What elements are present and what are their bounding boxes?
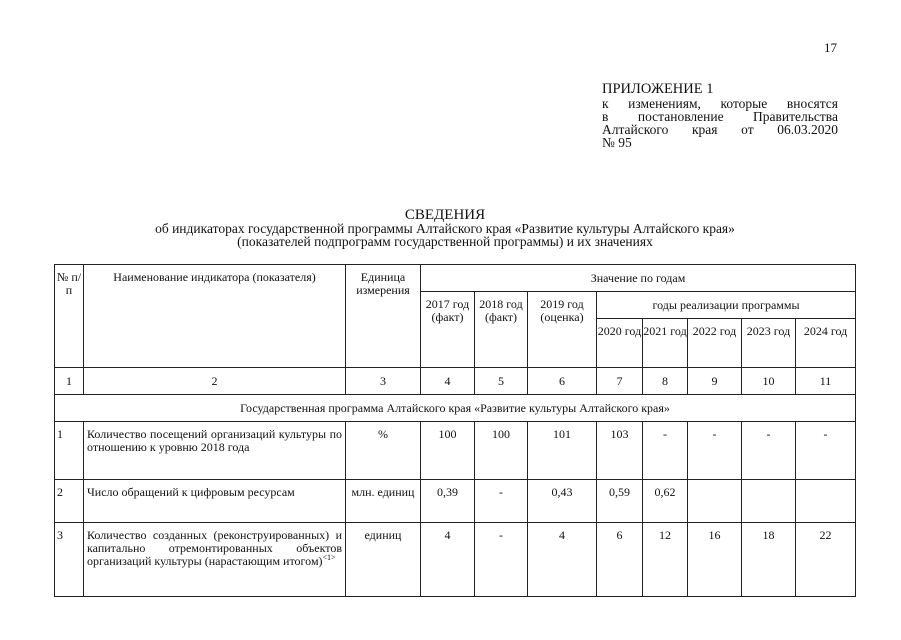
header-2022: 2022 год [688,319,742,368]
row-unit: млн. единиц [346,480,421,523]
column-number: 1 [55,368,84,395]
row-value: 100 [475,422,528,480]
row-value: 16 [688,523,742,597]
column-number: 8 [643,368,688,395]
row-value: 101 [528,422,597,480]
row-value: 0,43 [528,480,597,523]
column-number: 3 [346,368,421,395]
row-value [742,480,796,523]
header-num: № п/п [55,265,84,368]
column-number: 5 [475,368,528,395]
row-unit: единиц [346,523,421,597]
row-value: 4 [421,523,475,597]
column-number: 4 [421,368,475,395]
row-unit: % [346,422,421,480]
appendix-line: к изменениям, которые вносятся [602,96,838,111]
appendix-block [602,83,838,149]
footnote-marker: <1> [322,553,336,562]
header-program-years: годы реализации программы [597,292,856,319]
row-value: 0,62 [643,480,688,523]
column-number: 7 [597,368,643,395]
header-2021: 2021 год [643,319,688,368]
row-value: 22 [796,523,856,597]
row-value: - [688,422,742,480]
row-value: - [475,523,528,597]
row-value: 103 [597,422,643,480]
table-row [55,422,856,480]
row-value: - [643,422,688,480]
row-value: - [742,422,796,480]
row-num: 3 [55,523,84,597]
appendix-line: в постановление Правительства [602,109,838,124]
document-heading [100,208,790,248]
header-name: Наименование индикатора (показателя) [84,265,346,368]
row-value: 12 [643,523,688,597]
appendix-title: ПРИЛОЖЕНИЕ 1 [602,81,714,97]
heading-subtitle: (показателей подпрограмм государственной программы) и их значениях [237,234,653,249]
row-name: Количество созданных (реконструированных) и капитально отремонтированных объектов организаций культуры (нарастающим итогом) [87,528,342,568]
page-number: 17 [824,40,837,55]
column-number: 9 [688,368,742,395]
appendix-number: № 95 [602,135,632,150]
row-name: Количество посещений организаций культуры по отношению к уровню 2018 года [84,422,346,480]
header-2020: 2020 год [597,319,643,368]
heading-subtitle: об индикаторах государственной программы Алтайского края «Развитие культуры Алтайского края» [155,221,735,236]
header-unit: Единица измерения [346,265,421,368]
header-2024: 2024 год [796,319,856,368]
table-row [55,480,856,523]
row-value: 0,39 [421,480,475,523]
table-row [55,523,856,597]
row-name: Число обращений к цифровым ресурсам [84,480,346,523]
row-value: 18 [742,523,796,597]
row-num: 1 [55,422,84,480]
heading-title: СВЕДЕНИЯ [404,207,486,223]
row-num: 2 [55,480,84,523]
row-value: 100 [421,422,475,480]
row-value: - [475,480,528,523]
row-value [796,480,856,523]
row-value [688,480,742,523]
row-name-cell [84,523,346,597]
header-2023: 2023 год [742,319,796,368]
header-2017: 2017 год (факт) [421,292,475,368]
column-numbers-row [55,368,856,395]
row-value: - [796,422,856,480]
column-number: 10 [742,368,796,395]
indicators-table [54,264,856,597]
header-values-by-year: Значение по годам [421,265,856,292]
row-value: 0,59 [597,480,643,523]
header-2018: 2018 год (факт) [475,292,528,368]
column-number: 11 [796,368,856,395]
header-2019: 2019 год (оценка) [528,292,597,368]
appendix-line: Алтайского края от 06.03.2020 [602,122,838,137]
column-number: 2 [84,368,346,395]
section-title: Государственная программа Алтайского края «Развитие культуры Алтайского края» [55,395,856,422]
row-value: 4 [528,523,597,597]
column-number: 6 [528,368,597,395]
row-value: 6 [597,523,643,597]
